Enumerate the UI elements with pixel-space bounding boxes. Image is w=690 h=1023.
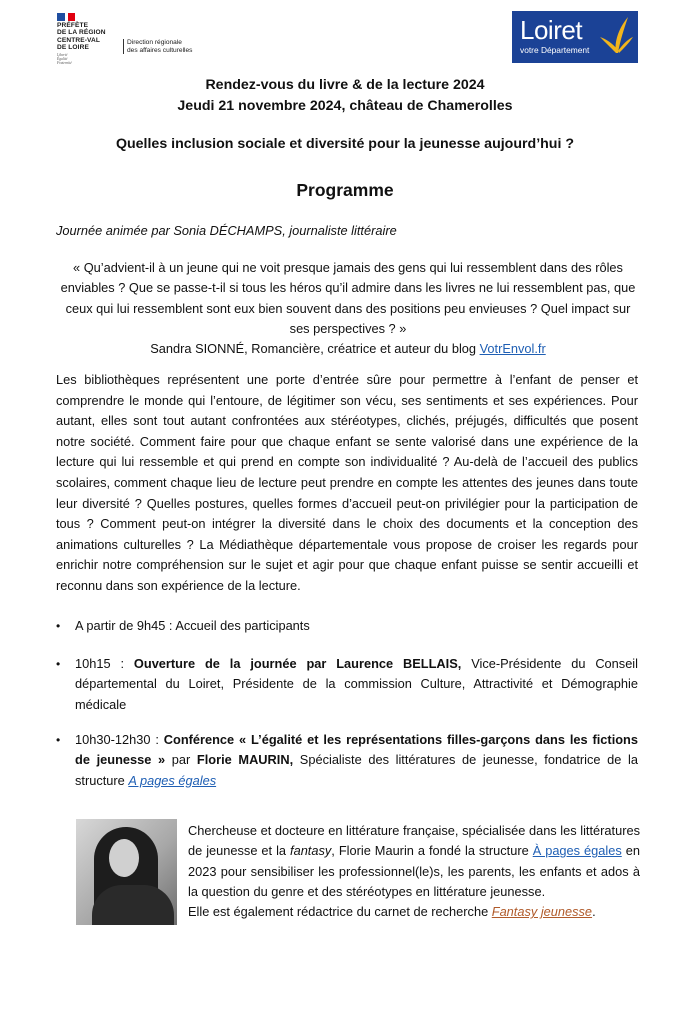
programme-item <box>56 616 638 636</box>
item-time: 10h30-12h30 : <box>75 732 164 747</box>
page-header <box>0 0 690 75</box>
bio-text: Chercheuse et docteure en littérature française, spécialisée dans les littératures de jeunesse et la fantasy, Florie Maurin a fondé la structure À pages égales en 2023 pour sensibiliser les professionnel(le)s, les parents, les enfants et ados à la question du genre et des stéréotypes en littérature jeunesse. Elle est également rédactrice du carnet de recherche Fantasy jeunesse. <box>188 823 640 920</box>
bullet-icon: • <box>56 619 61 633</box>
votrenvol-link[interactable]: VotrEnvol.fr <box>479 341 546 357</box>
programme-item: • 10h30-12h30 : Conférence « L’égalité et les représentations filles-garçons dans les fictions de jeunesse » par Florie MAURIN, Spécialiste des littératures de jeunesse, fondatrice de la structure A pages égales <box>56 732 638 788</box>
loiret-logo <box>512 11 638 63</box>
prefecture-name: PRÉFÈTE DE LA RÉGION CENTRE-VAL DE LOIRE <box>57 22 106 52</box>
republic-motto: Liberté Égalité Fraternité <box>57 53 72 66</box>
host-line: Journée animée par Sonia DÉCHAMPS, journaliste littéraire <box>56 223 397 238</box>
wheat-icon <box>598 15 634 55</box>
loiret-logo-name: Loiret <box>520 15 583 45</box>
bullet-icon: • <box>56 657 61 671</box>
programme-item <box>56 654 638 715</box>
quote-text: « Qu’advient-il à un jeune qui ne voit presque jamais des gens qui lui ressemblent dans des rôles enviables ? Que se passe-t-il si tous les héros qu’il admire dans les livres ne lui ressemblent pas, que ceux qui lui ressemblent sont eux bien souvent dans des positions peu envieuses ? Quel impact sur ses perspectives ? » <box>60 260 636 336</box>
item-title: Ouverture de la journée par Laurence BELLAIS, <box>133 656 462 671</box>
item-text: Spécialiste des littératures de jeunesse, fondatrice de la structure <box>75 752 638 788</box>
a-pages-egales-link[interactable]: A pages égales <box>128 772 217 788</box>
prefecture-logo <box>57 13 217 73</box>
item-text: Accueil des participants <box>172 618 310 633</box>
a-pages-egales-bio-link[interactable]: À pages égales <box>532 843 622 859</box>
speaker-name: Florie MAURIN, <box>196 752 294 768</box>
item-time: 10h15 : <box>75 656 134 671</box>
event-title <box>0 75 690 117</box>
item-title: Conférence « L’égalité et les représentations filles-garçons dans les fictions de jeunesse » <box>75 732 638 768</box>
item-text: Vice-Présidente du Conseil départemental du Loiret, Présidente de la commission Culture, Attractivité et Démographie médicale <box>75 656 638 712</box>
event-name: Rendez-vous du livre & de la lecture 2024 <box>205 77 485 93</box>
loiret-logo-subtitle: votre Département <box>520 45 590 55</box>
event-date-location: Jeudi 21 novembre 2024, château de Chamerolles <box>177 98 513 114</box>
french-flag-icon <box>57 13 75 21</box>
logo-divider <box>123 39 124 54</box>
quote-author: Sandra SIONNÉ, Romancière, créatrice et auteur du blog VotrEnvol.fr <box>150 341 546 357</box>
bullet-icon: • <box>56 733 61 747</box>
drac-name: Direction régionale des affaires culturelles <box>127 39 193 54</box>
intro-paragraph: Les bibliothèques représentent une porte d’entrée sûre pour permettre à l’enfant de penser et comprendre le monde qui l’entoure, de légitimer son vécu, ses sentiments et ses expériences. Pour autant, elles sont tout autant confrontées aux stéréotypes, clichés, préjugés, difficultés que posent notre société. Comment faire pour que chaque enfant se sente valorisé dans une expérience de la lecture qui lui ressemble et qui prend en compte son individualité ? Au-delà de l’accueil des publics scolaires, comment chaque lieu de lecture peut prendre en compte les attentes des jeunes dans toute leur diversité ? Quelles postures, quelles formes d’accueil peut-on privilégier pour la participation de tous ? Comment peut-on intégrer la diversité dans le choix des documents et la conception des animations culturelles ? La Médiathèque départementale vous propose de croiser les regards pour enrichir notre compréhension sur le sujet et agir pour que chaque enfant puisse se sentir accueilli et reconnu dans son expérience de la lecture. <box>56 372 638 593</box>
item-time: A partir de 9h45 : <box>75 618 173 633</box>
quote-block <box>56 258 640 359</box>
fantasy-jeunesse-link[interactable]: Fantasy jeunesse <box>491 904 593 920</box>
programme-heading: Programme <box>296 180 394 200</box>
speaker-bio <box>76 817 640 937</box>
speaker-photo <box>76 819 177 925</box>
event-theme: Quelles inclusion sociale et diversité pour la jeunesse aujourd’hui ? <box>115 136 575 152</box>
